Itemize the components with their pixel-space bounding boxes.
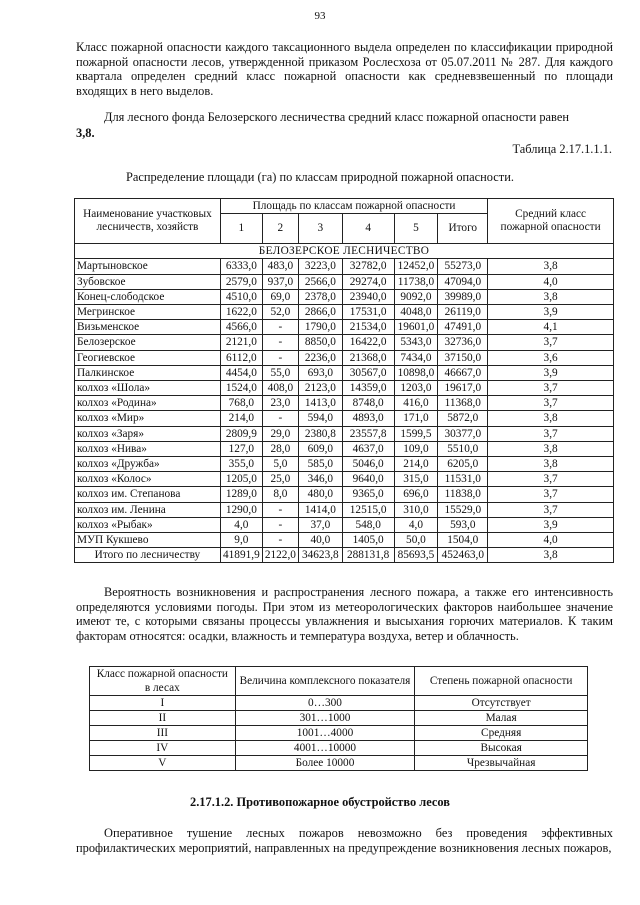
cell-c5: 214,0: [394, 457, 438, 472]
cell-c5: 4,0: [394, 517, 438, 532]
scale-cell-degree: Средняя: [415, 726, 588, 741]
cell-total: 5510,0: [438, 441, 488, 456]
scale-cell-value: 1001…4000: [235, 726, 415, 741]
cell-c2: -: [262, 350, 298, 365]
cell-average: 4,0: [488, 533, 614, 548]
cell-c4: 14359,0: [342, 381, 394, 396]
cell-c4: 9640,0: [342, 472, 394, 487]
cell-total: 26119,0: [438, 305, 488, 320]
weather-paragraph: Вероятность возникновения и распространения лесного пожара, а также его интенсивность определяются условиями погоды. При этом из метеорологических факторов наибольшее значение имеют те, с которыми связаны процессы увлажнения и высыхания горючих материалов. К таким факторам относятся: осадки, влажность и температура воздуха, ветер и облачность.: [76, 585, 613, 643]
table-row: [75, 365, 614, 380]
cell-c4: 8748,0: [342, 396, 394, 411]
fire-danger-scale-table: [89, 666, 588, 771]
cell-c2: 8,0: [262, 487, 298, 502]
table-row: [75, 411, 614, 426]
cell-average: 3,8: [488, 259, 614, 274]
cell-c1: 1290,0: [220, 502, 262, 517]
header-class-3: 3: [298, 214, 342, 244]
scale-cell-degree: Отсутствует: [415, 696, 588, 711]
table-row: [75, 426, 614, 441]
cell-c2: -: [262, 517, 298, 532]
cell-c5: 50,0: [394, 533, 438, 548]
table-number: Таблица 2.17.1.1.1.: [512, 142, 612, 156]
cell-total: 46667,0: [438, 365, 488, 380]
cell-total: 11368,0: [438, 396, 488, 411]
cell-c3: 480,0: [298, 487, 342, 502]
cell-c2: -: [262, 320, 298, 335]
cell-c3: 346,0: [298, 472, 342, 487]
row-name: колхоз «Мир»: [75, 411, 221, 426]
scale-cell-cls: II: [90, 711, 236, 726]
cell-average: 3,6: [488, 350, 614, 365]
cell-c5: 171,0: [394, 411, 438, 426]
table-row: [75, 517, 614, 532]
cell-total: 19617,0: [438, 381, 488, 396]
cell-total: 1504,0: [438, 533, 488, 548]
row-name: Геогиевское: [75, 350, 221, 365]
cell-average: 3,7: [488, 381, 614, 396]
cell-c1: 1622,0: [220, 305, 262, 320]
scale-cell-degree: Малая: [415, 711, 588, 726]
cell-c4: 21368,0: [342, 350, 394, 365]
table-row: [75, 533, 614, 548]
header-class-1: 1: [220, 214, 262, 244]
row-name: колхоз «Колос»: [75, 472, 221, 487]
cell-c1: 2809,9: [220, 426, 262, 441]
cell-c2: -: [262, 502, 298, 517]
cell-c3: 2566,0: [298, 274, 342, 289]
cell-c5: 11738,0: [394, 274, 438, 289]
table-row: [75, 487, 614, 502]
cell-c2: -: [262, 533, 298, 548]
scale-row: [90, 726, 588, 741]
cell-c5: 12452,0: [394, 259, 438, 274]
scale-cell-value: 4001…10000: [235, 741, 415, 756]
cell-c3: 1414,0: [298, 502, 342, 517]
cell-c3: 37,0: [298, 517, 342, 532]
row-name: Зубовское: [75, 274, 221, 289]
cell-average: 4,0: [488, 274, 614, 289]
cell-c3: 3223,0: [298, 259, 342, 274]
cell-total: 37150,0: [438, 350, 488, 365]
cell-c4: 5046,0: [342, 457, 394, 472]
cell-c2: 25,0: [262, 472, 298, 487]
cell-total: 6205,0: [438, 457, 488, 472]
cell-c1: 6112,0: [220, 350, 262, 365]
cell-total: 11531,0: [438, 472, 488, 487]
cell-c2: 55,0: [262, 365, 298, 380]
cell-c1: 2579,0: [220, 274, 262, 289]
table-row: [75, 457, 614, 472]
header-average: Средний класс пожарной опасности: [488, 199, 614, 244]
cell-c4: 30567,0: [342, 365, 394, 380]
cell-c5: 5343,0: [394, 335, 438, 350]
cell-average: 3,8: [488, 457, 614, 472]
cell-average: 3,8: [488, 441, 614, 456]
cell-c3: 8850,0: [298, 335, 342, 350]
cell-c3: 609,0: [298, 441, 342, 456]
table-row: [75, 381, 614, 396]
row-name: Конец-слободское: [75, 289, 221, 304]
cell-c4: 12515,0: [342, 502, 394, 517]
cell-c4: 548,0: [342, 517, 394, 532]
cell-c1: 214,0: [220, 411, 262, 426]
cell-average: 3,7: [488, 502, 614, 517]
table-row: [75, 320, 614, 335]
header-class-2: 2: [262, 214, 298, 244]
total-c1: 41891,9: [220, 548, 262, 563]
scale-row: [90, 756, 588, 771]
cell-c4: 23557,8: [342, 426, 394, 441]
row-name: колхоз «Рыбак»: [75, 517, 221, 532]
row-name: колхоз им. Ленина: [75, 502, 221, 517]
cell-c1: 1524,0: [220, 381, 262, 396]
cell-total: 5872,0: [438, 411, 488, 426]
cell-c5: 1203,0: [394, 381, 438, 396]
cell-c2: 69,0: [262, 289, 298, 304]
cell-c3: 585,0: [298, 457, 342, 472]
row-name: колхоз «Дружба»: [75, 457, 221, 472]
cell-average: 3,7: [488, 335, 614, 350]
table-row: [75, 350, 614, 365]
cell-c5: 416,0: [394, 396, 438, 411]
cell-c4: 21534,0: [342, 320, 394, 335]
cell-average: 3,8: [488, 411, 614, 426]
cell-average: 4,1: [488, 320, 614, 335]
scale-header-value: Величина комплексного показателя: [235, 667, 415, 696]
cell-c5: 9092,0: [394, 289, 438, 304]
total-c4: 288131,8: [342, 548, 394, 563]
header-name: Наименование участковых лесничеств, хозяйств: [75, 199, 221, 244]
section-heading: 2.17.1.2. Противопожарное обустройство лесов: [190, 795, 450, 809]
header-class-5: 5: [394, 214, 438, 244]
cell-c2: 52,0: [262, 305, 298, 320]
total-c3: 34623,8: [298, 548, 342, 563]
cell-c1: 4454,0: [220, 365, 262, 380]
cell-c3: 40,0: [298, 533, 342, 548]
scale-cell-cls: III: [90, 726, 236, 741]
intro-paragraph: Класс пожарной опасности каждого таксационного выдела определен по классификации природной пожарной опасности лесов, утвержденной приказом Рослесхоза от 05.07.2011 № 287. Для каждого квартала определен средний класс пожарной опасности как средневзвешенный по площади входящих в него выделов.: [76, 40, 613, 98]
header-class-4: 4: [342, 214, 394, 244]
page-number: 93: [314, 10, 326, 22]
scale-cell-value: 0…300: [235, 696, 415, 711]
cell-c1: 127,0: [220, 441, 262, 456]
row-name: Визьменское: [75, 320, 221, 335]
cell-c2: 483,0: [262, 259, 298, 274]
cell-c4: 1405,0: [342, 533, 394, 548]
cell-c1: 4510,0: [220, 289, 262, 304]
cell-c2: 937,0: [262, 274, 298, 289]
cell-c3: 2236,0: [298, 350, 342, 365]
cell-c4: 32782,0: [342, 259, 394, 274]
cell-c3: 2378,0: [298, 289, 342, 304]
row-name: колхоз им. Степанова: [75, 487, 221, 502]
cell-c2: 23,0: [262, 396, 298, 411]
row-name: Белозерское: [75, 335, 221, 350]
row-name: колхоз «Заря»: [75, 426, 221, 441]
final-paragraph: Оперативное тушение лесных пожаров невозможно без проведения эффективных профилактических мероприятий, направленных на предупреждение возникновения лесных пожаров,: [76, 826, 613, 855]
table-row: [75, 289, 614, 304]
cell-c5: 10898,0: [394, 365, 438, 380]
table-row: [75, 502, 614, 517]
cell-average: 3,9: [488, 305, 614, 320]
cell-average: 3,7: [488, 426, 614, 441]
cell-c4: 4637,0: [342, 441, 394, 456]
cell-c3: 594,0: [298, 411, 342, 426]
cell-c1: 1205,0: [220, 472, 262, 487]
table-row: [75, 472, 614, 487]
cell-c5: 310,0: [394, 502, 438, 517]
scale-row: [90, 741, 588, 756]
average-class-text: Для лесного фонда Белозерского лесничества средний класс пожарной опасности равен: [104, 110, 569, 124]
total-row: [75, 548, 614, 563]
cell-average: 3,8: [488, 289, 614, 304]
total-avg: 3,8: [488, 548, 614, 563]
scale-cell-cls: V: [90, 756, 236, 771]
cell-c2: 408,0: [262, 381, 298, 396]
cell-c1: 4566,0: [220, 320, 262, 335]
cell-total: 11838,0: [438, 487, 488, 502]
scale-row: [90, 711, 588, 726]
row-name: Мартыновское: [75, 259, 221, 274]
cell-c4: 23940,0: [342, 289, 394, 304]
table-row: [75, 335, 614, 350]
cell-c1: 1289,0: [220, 487, 262, 502]
total-c5: 85693,5: [394, 548, 438, 563]
section-title: БЕЛОЗЕРСКОЕ ЛЕСНИЧЕСТВО: [75, 244, 614, 259]
cell-c4: 4893,0: [342, 411, 394, 426]
cell-c4: 17531,0: [342, 305, 394, 320]
cell-c5: 4048,0: [394, 305, 438, 320]
cell-total: 39989,0: [438, 289, 488, 304]
cell-c4: 9365,0: [342, 487, 394, 502]
cell-c1: 2121,0: [220, 335, 262, 350]
total-label: Итого по лесничеству: [75, 548, 221, 563]
cell-c4: 29274,0: [342, 274, 394, 289]
cell-c3: 2866,0: [298, 305, 342, 320]
table-row: [75, 274, 614, 289]
cell-c2: 5,0: [262, 457, 298, 472]
table-row: [75, 441, 614, 456]
scale-cell-cls: I: [90, 696, 236, 711]
cell-c5: 7434,0: [394, 350, 438, 365]
cell-c1: 4,0: [220, 517, 262, 532]
cell-c4: 16422,0: [342, 335, 394, 350]
row-name: Палкинское: [75, 365, 221, 380]
cell-c1: 768,0: [220, 396, 262, 411]
cell-total: 30377,0: [438, 426, 488, 441]
cell-c3: 1413,0: [298, 396, 342, 411]
scale-header-class: Класс пожарной опасности в лесах: [90, 667, 236, 696]
cell-c3: 2380,8: [298, 426, 342, 441]
table-row: [75, 396, 614, 411]
cell-c5: 109,0: [394, 441, 438, 456]
cell-total: 32736,0: [438, 335, 488, 350]
row-name: колхоз «Нива»: [75, 441, 221, 456]
scale-header-degree: Степень пожарной опасности: [415, 667, 588, 696]
header-area: Площадь по классам пожарной опасности: [220, 199, 487, 214]
cell-c1: 355,0: [220, 457, 262, 472]
cell-total: 47094,0: [438, 274, 488, 289]
cell-total: 15529,0: [438, 502, 488, 517]
cell-average: 3,9: [488, 517, 614, 532]
cell-c2: 28,0: [262, 441, 298, 456]
cell-c5: 696,0: [394, 487, 438, 502]
cell-average: 3,7: [488, 472, 614, 487]
cell-c2: -: [262, 335, 298, 350]
scale-row: [90, 696, 588, 711]
scale-cell-degree: Чрезвычайная: [415, 756, 588, 771]
average-class-value: 3,8.: [76, 126, 95, 140]
row-name: Мегринское: [75, 305, 221, 320]
cell-c3: 2123,0: [298, 381, 342, 396]
table-caption: Распределение площади (га) по классам природной пожарной опасности.: [126, 170, 514, 184]
cell-average: 3,7: [488, 487, 614, 502]
total-c2: 2122,0: [262, 548, 298, 563]
cell-total: 55273,0: [438, 259, 488, 274]
fire-class-distribution-table: [74, 198, 614, 563]
cell-c5: 19601,0: [394, 320, 438, 335]
row-name: колхоз «Родина»: [75, 396, 221, 411]
cell-average: 3,9: [488, 365, 614, 380]
cell-total: 593,0: [438, 517, 488, 532]
cell-total: 47491,0: [438, 320, 488, 335]
scale-cell-value: 301…1000: [235, 711, 415, 726]
cell-c1: 6333,0: [220, 259, 262, 274]
row-name: МУП Кукшево: [75, 533, 221, 548]
cell-c3: 1790,0: [298, 320, 342, 335]
cell-c2: -: [262, 411, 298, 426]
row-name: колхоз «Шола»: [75, 381, 221, 396]
header-total: Итого: [438, 214, 488, 244]
cell-c5: 1599,5: [394, 426, 438, 441]
cell-c5: 315,0: [394, 472, 438, 487]
table-row: [75, 305, 614, 320]
average-class-paragraph: [76, 110, 613, 125]
scale-cell-degree: Высокая: [415, 741, 588, 756]
scale-cell-cls: IV: [90, 741, 236, 756]
table-row: [75, 259, 614, 274]
cell-c1: 9,0: [220, 533, 262, 548]
cell-c3: 693,0: [298, 365, 342, 380]
cell-c2: 29,0: [262, 426, 298, 441]
cell-average: 3,7: [488, 396, 614, 411]
scale-cell-value: Более 10000: [235, 756, 415, 771]
total-total: 452463,0: [438, 548, 488, 563]
